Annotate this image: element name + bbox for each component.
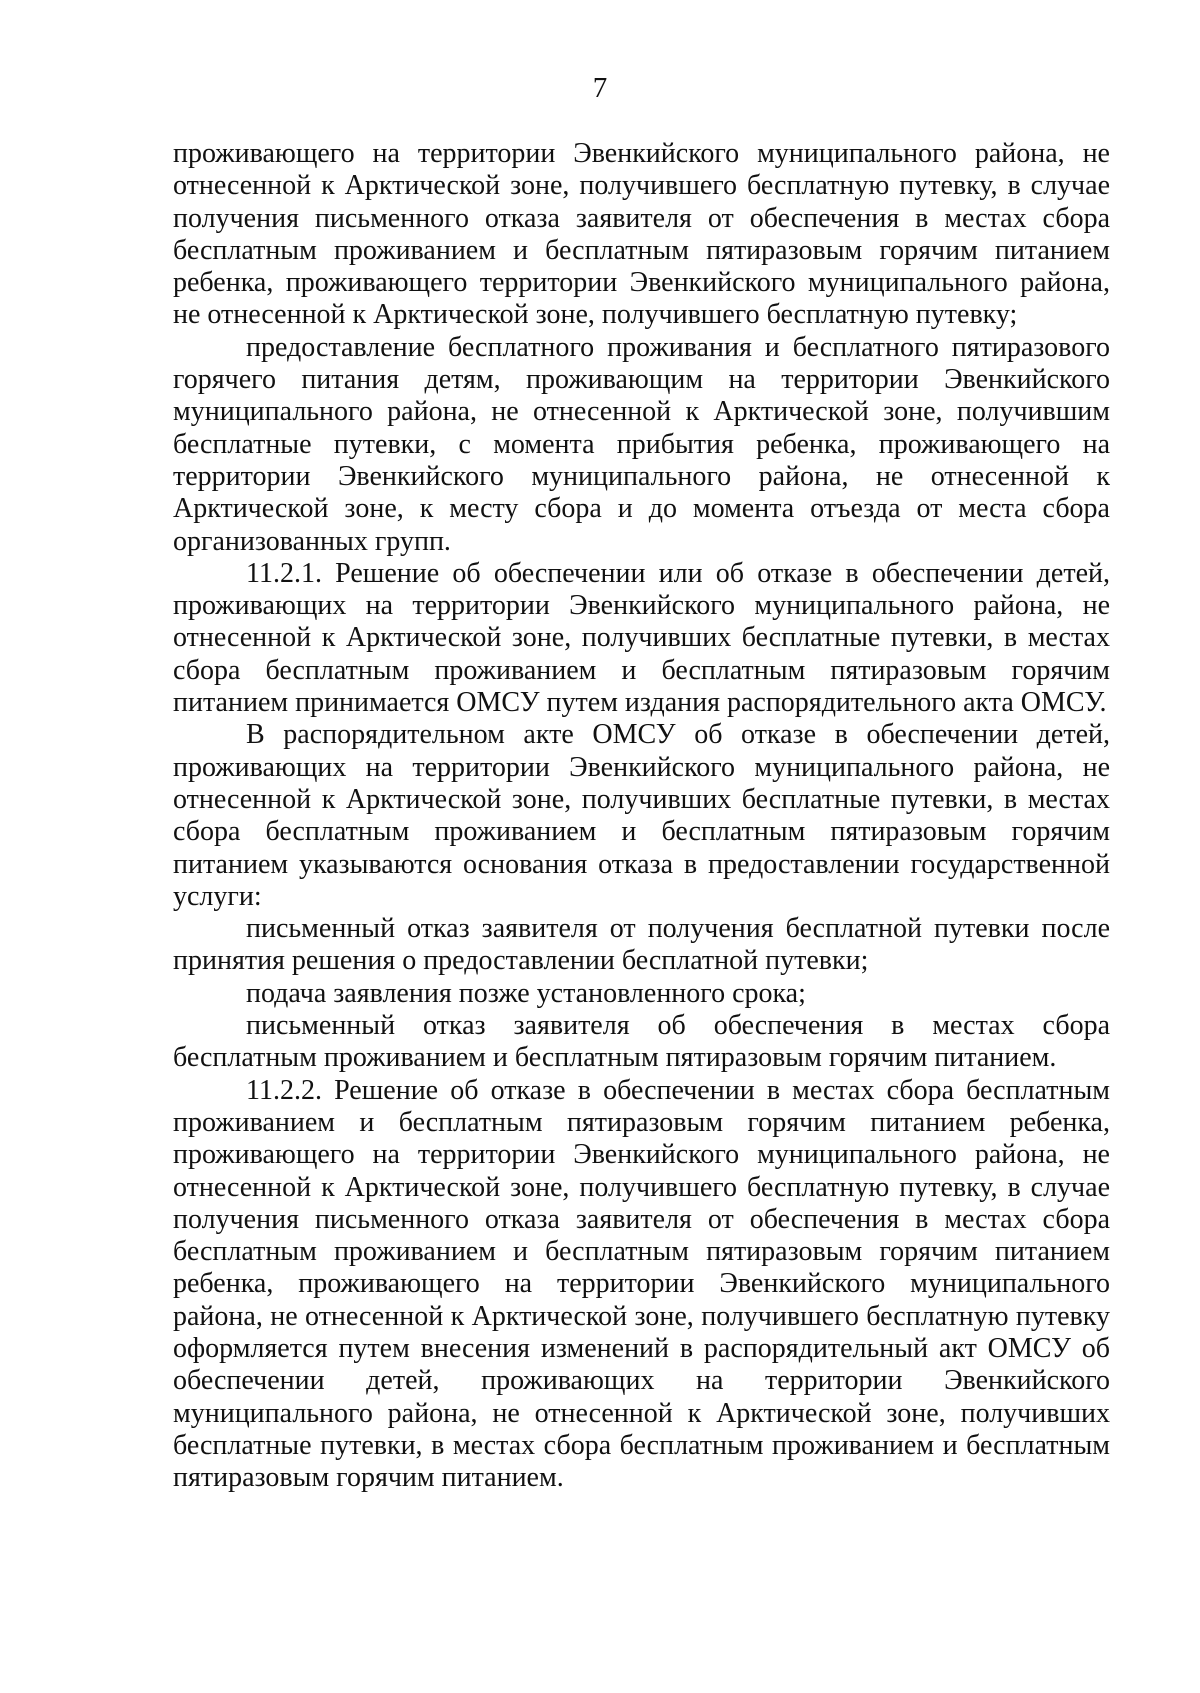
page-number: 7 (592, 72, 608, 104)
refusal-reason-2: подача заявления позже установленного срока; (246, 977, 806, 1009)
paragraph-continuation: проживающего на территории Эвенкийского муниципального района, не отнесенной к Арктической зоне, получившего бесплатную путевку, в случае получения письменного отказа заявителя от обеспечения в местах сбора бесплатным проживанием и бесплатным пятиразовым горячим питанием ребенка, проживающего территории Эвенкийского муниципального района, не отнесенной к Арктической зоне, получившего бесплатную путевку; (173, 138, 1110, 331)
paragraph-refusal-act: В распорядительном акте ОМСУ об отказе в обеспечении детей, проживающих на территории Эвенкийского муниципального района, не отнесенной к Арктической зоне, получивших бесплатные путевки, в местах сбора бесплатным проживанием и бесплатным пятиразовым горячим питанием указываются основания отказа в предоставлении государственной услуги: (173, 719, 1110, 912)
paragraph-free-accommodation: предоставление бесплатного проживания и бесплатного пятиразового горячего питания детям, проживающим на территории Эвенкийского муниципального района, не отнесенной к Арктической зоне, получившим бесплатные путевки, с момента прибытия ребенка, проживающего на территории Эвенкийского муниципального района, не отнесенной к Арктической зоне, к месту сбора и до момента отъезда от места сбора организованных групп. (173, 331, 1110, 557)
document-body (173, 138, 1110, 1494)
refusal-reason-3: письменный отказ заявителя об обеспечения в местах сбора бесплатным проживанием и бесплатным пятиразовым горячим питанием. (173, 1010, 1110, 1074)
paragraph-11-2-1: 11.2.1. Решение об обеспечении или об отказе в обеспечении детей, проживающих на территории Эвенкийского муниципального района, не отнесенной к Арктической зоне, получивших бесплатные путевки, в местах сбора бесплатным проживанием и бесплатным пятиразовым горячим питанием принимается ОМСУ путем издания распорядительного акта ОМСУ. (173, 557, 1110, 719)
refusal-reason-1: письменный отказ заявителя от получения бесплатной путевки после принятия решения о предоставлении бесплатной путевки; (173, 913, 1110, 977)
paragraph-11-2-2: 11.2.2. Решение об отказе в обеспечении в местах сбора бесплатным проживанием и бесплатным пятиразовым горячим питанием ребенка, проживающего на территории Эвенкийского муниципального района, не отнесенной к Арктической зоне, получившего бесплатную путевку, в случае получения письменного отказа заявителя от обеспечения в местах сбора бесплатным проживанием и бесплатным пятиразовым горячим питанием ребенка, проживающего на территории Эвенкийского муниципального района, не отнесенной к Арктической зоне, получившего бесплатную путевку оформляется путем внесения изменений в распорядительный акт ОМСУ об обеспечении детей, проживающих на территории Эвенкийского муниципального района, не отнесенной к Арктической зоне, получивших бесплатные путевки, в местах сбора бесплатным проживанием и бесплатным пятиразовым горячим питанием. (173, 1074, 1110, 1494)
